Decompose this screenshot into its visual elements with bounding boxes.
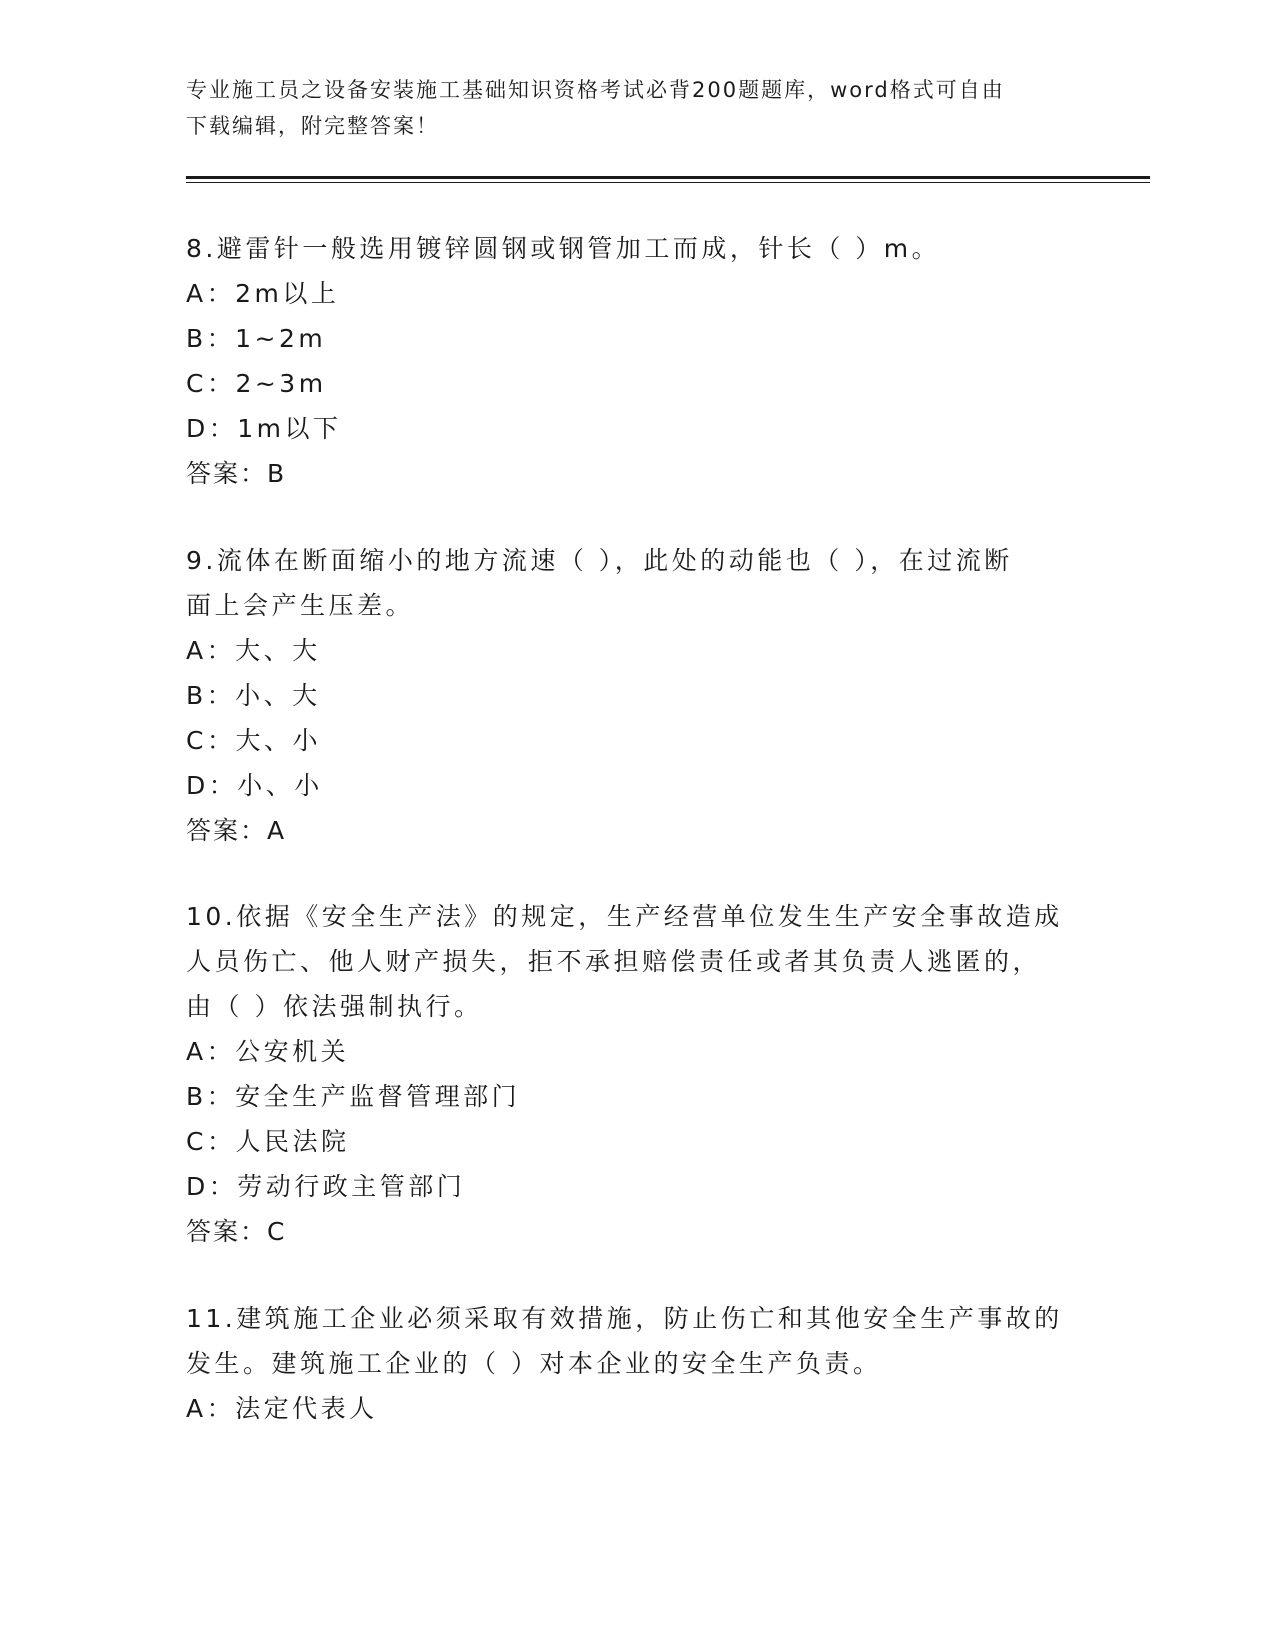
- question-stem: [186, 1296, 1086, 1386]
- header-line: 专业施工员之设备安装施工基础知识资格考试必背200题题库，word格式可自由: [186, 78, 1005, 102]
- option-d: D：小、小: [186, 771, 323, 800]
- answer: 答案：B: [186, 459, 287, 488]
- option-c: C：2~3m: [186, 369, 327, 398]
- question-stem-line: 9.流体在断面缩小的地方流速（ ），此处的动能也（ ），在过流断: [186, 546, 1013, 575]
- question-stem-line: 11.建筑施工企业必须采取有效措施，防止伤亡和其他安全生产事故的: [186, 1304, 1063, 1333]
- question-8: [186, 226, 1086, 496]
- option-a: A：法定代表人: [186, 1394, 378, 1423]
- header-divider: [186, 176, 1150, 179]
- answer: 答案：C: [186, 1217, 287, 1246]
- option-b: B：1~2m: [186, 324, 327, 353]
- option-d: D：1m以下: [186, 414, 342, 443]
- question-stem-line: 人员伤亡、他人财产损失，拒不承担赔偿责任或者其负责人逃匿的，: [186, 947, 1042, 976]
- header-divider-thin: [186, 182, 1150, 183]
- option-a: A：大、大: [186, 636, 321, 665]
- option-c: C：人民法院: [186, 1127, 350, 1156]
- option-b: B：安全生产监督管理部门: [186, 1082, 521, 1111]
- question-stem-line: 10.依据《安全生产法》的规定，生产经营单位发生生产安全事故造成: [186, 902, 1063, 931]
- option-b: B：小、大: [186, 681, 321, 710]
- question-stem-line: 面上会产生压差。: [186, 591, 415, 620]
- question-9: [186, 538, 1086, 853]
- question-stem-line: 8.避雷针一般选用镀锌圆钢或钢管加工而成，针长（ ）m。: [186, 234, 941, 263]
- question-11: [186, 1296, 1086, 1431]
- question-stem-line: 由（ ）依法强制执行。: [186, 992, 483, 1021]
- option-d: D：劳动行政主管部门: [186, 1172, 466, 1201]
- header-line: 下载编辑，附完整答案！: [186, 114, 439, 138]
- question-stem: [186, 894, 1086, 1029]
- document-header: [186, 72, 1066, 144]
- option-a: A：2m以上: [186, 279, 340, 308]
- answer: 答案：A: [186, 816, 287, 845]
- question-stem: [186, 226, 1086, 271]
- question-10: [186, 894, 1086, 1254]
- question-stem: [186, 538, 1086, 628]
- question-stem-line: 发生。建筑施工企业的（ ）对本企业的安全生产负责。: [186, 1349, 882, 1378]
- option-a: A：公安机关: [186, 1037, 350, 1066]
- option-c: C：大、小: [186, 726, 321, 755]
